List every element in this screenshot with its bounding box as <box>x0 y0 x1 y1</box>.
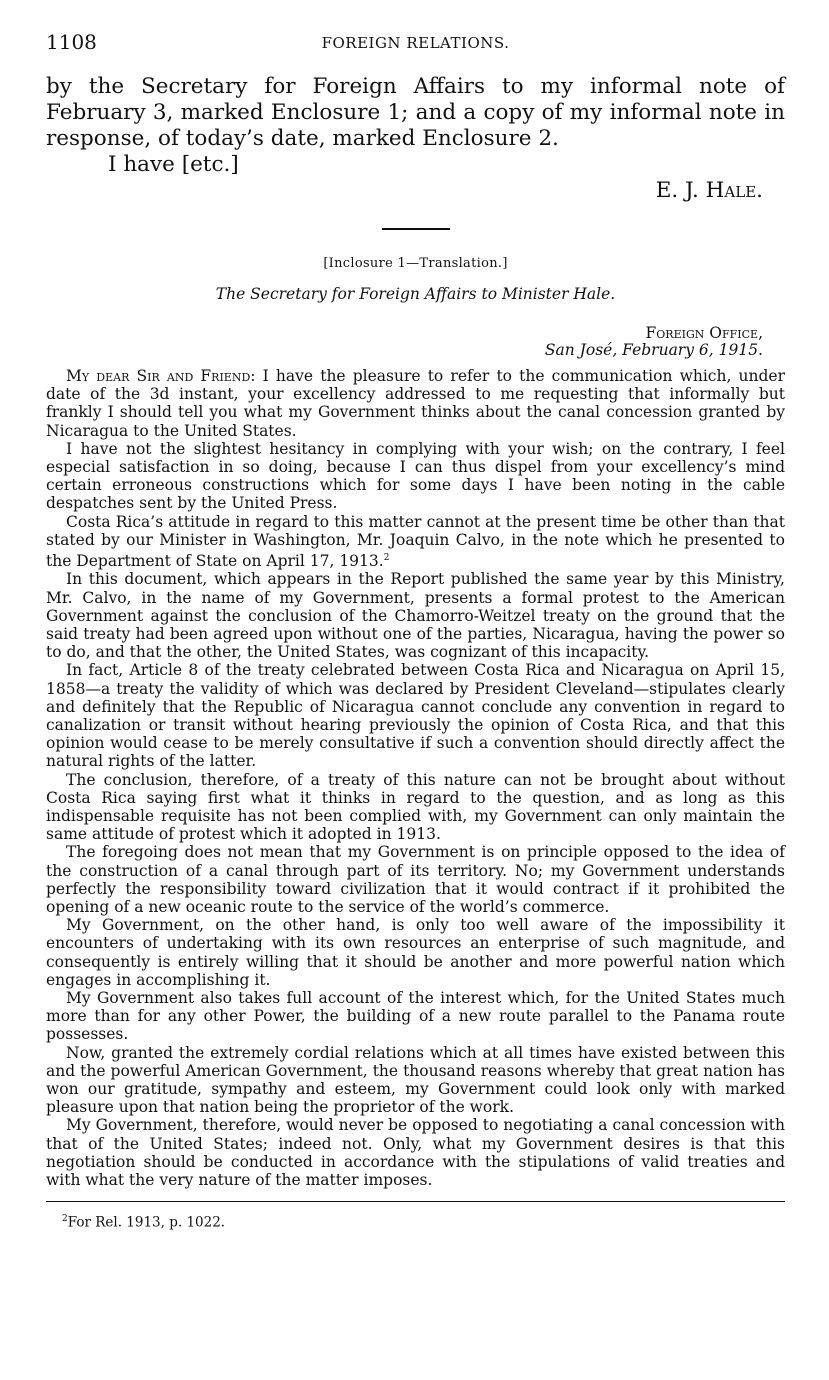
dateline-office: Foreign Office, <box>645 324 763 342</box>
footnote-divider <box>46 1201 785 1202</box>
letter-paragraph: My Government, on the other hand, is only too well aware of the impossibility it encounters of undertaking with its own resources an enterprise of such magnitude, and consequently is entirely willing that it should be another and more powerful nation which engages in accomplishing it. <box>46 916 785 989</box>
dateline-place-date: San José, February 6, 1915. <box>544 341 763 359</box>
footnote-reference: 2 <box>383 553 390 564</box>
letter-paragraph: In fact, Article 8 of the treaty celebrated between Costa Rica and Nicaragua on April 15, 1858—a treaty the validity of which was declared by President Cleveland—stipulates clearly and definitely that the Republic of Nicaragua cannot conclude any convention in regard to canalization or transit without hearing previously the opinion of Costa Rica, and that this opinion would cease to be merely consultative if such a convention should directly affect the natural rights of the latter. <box>46 661 785 771</box>
enclosure-label: [Inclosure 1—Translation.] <box>323 256 508 271</box>
letter-paragraph: The foregoing does not mean that my Government is on principle opposed to the idea of the construction of a canal through part of its territory. No; my Government understands perfectly the responsibility toward civilization that it would contract if it prohibited the opening of a new oceanic route to the service of the world’s commerce. <box>46 843 785 917</box>
footnote-marker: 2 <box>62 1214 68 1225</box>
letter-paragraph: In this document, which appears in the Report published the same year by this Ministry, Mr. Calvo, in the name of my Government, presents a formal protest to the American Government against the conclusion of the Chamorro-Weitzel treaty on the ground that the said treaty had been agreed upon without one of the parties, Nicaragua, having the power so to do, and that the other, the United States, was cognizant of this incapacity. <box>46 570 785 662</box>
section-divider <box>382 228 450 230</box>
letter-paragraph: My Government, therefore, would never be opposed to negotiating a canal concession with that of the United States; indeed not. Only, what my Government desires is that this negotiation should be conducted in accordance with the stipulations of valid treaties and with what the very nature of the matter imposes. <box>46 1116 785 1190</box>
letter-paragraph: I have not the slightest hesitancy in complying with your wish; on the contrary, I feel especial satisfaction in so doing, because I can thus dispel from your excellency’s mind certain erroneous constructions which for some days I have been noting in the cable despatches sent by the United Press. <box>46 439 785 513</box>
running-title: FOREIGN RELATIONS. <box>321 34 510 52</box>
paragraph-text: Costa Rica’s attitude in regard to this matter cannot at the present time be other than that stated by our Minister in Washington, Mr. Joaquin Calvo, in the note which he presented to the Department of State on April 17, 1913. <box>46 512 785 571</box>
footnote <box>46 1214 785 1231</box>
letter-paragraph <box>46 367 785 440</box>
dateline <box>46 325 785 359</box>
intro-section <box>46 74 785 204</box>
letter-paragraph: Now, granted the extremely cordial relations which at all times have existed between this and the powerful American Government, the thousand reasons whereby that great nation has won our gratitude, sympathy and esteem, my Government could look only with marked pleasure upon that nation being the proprietor of the work. <box>46 1043 785 1117</box>
letter-title: The Secretary for Foreign Affairs to Minister Hale. <box>215 285 616 303</box>
letter-body <box>46 367 785 1189</box>
signature: E. J. Hale. <box>655 178 763 203</box>
page-number: 1108 <box>46 30 97 54</box>
intro-paragraph: by the Secretary for Foreign Affairs to my informal note of February 3, marked Enclosure 1; and a copy of my informal note in response, of today’s date, marked Enclosure 2. <box>46 74 785 151</box>
paragraph-text: I have the pleasure to refer to the communication which, under date of the 3d instant, your excellency addressed to me requesting that informally but frankly I should tell you what my Government thinks about the canal concession granted by Nicaragua to the United States. <box>46 367 785 440</box>
letter-paragraph: The conclusion, therefore, of a treaty of this nature can not be brought about without Costa Rica saying first what it thinks in regard to the question, and as long as this indispensable requisite has not been complied with, my Government can only maintain the same attitude of protest which it adopted in 1913. <box>46 770 785 844</box>
intro-closing: I have [etc.] <box>108 152 239 177</box>
salutation: My dear Sir and Friend: <box>66 367 256 385</box>
page-header <box>46 30 785 60</box>
footnote-text: For Rel. 1913, p. 1022. <box>67 1214 226 1231</box>
letter-paragraph <box>46 513 785 571</box>
letter-paragraph: My Government also takes full account of the interest which, for the United States much more than for any other Power, the building of a new route parallel to the Panama route possesses. <box>46 989 785 1044</box>
